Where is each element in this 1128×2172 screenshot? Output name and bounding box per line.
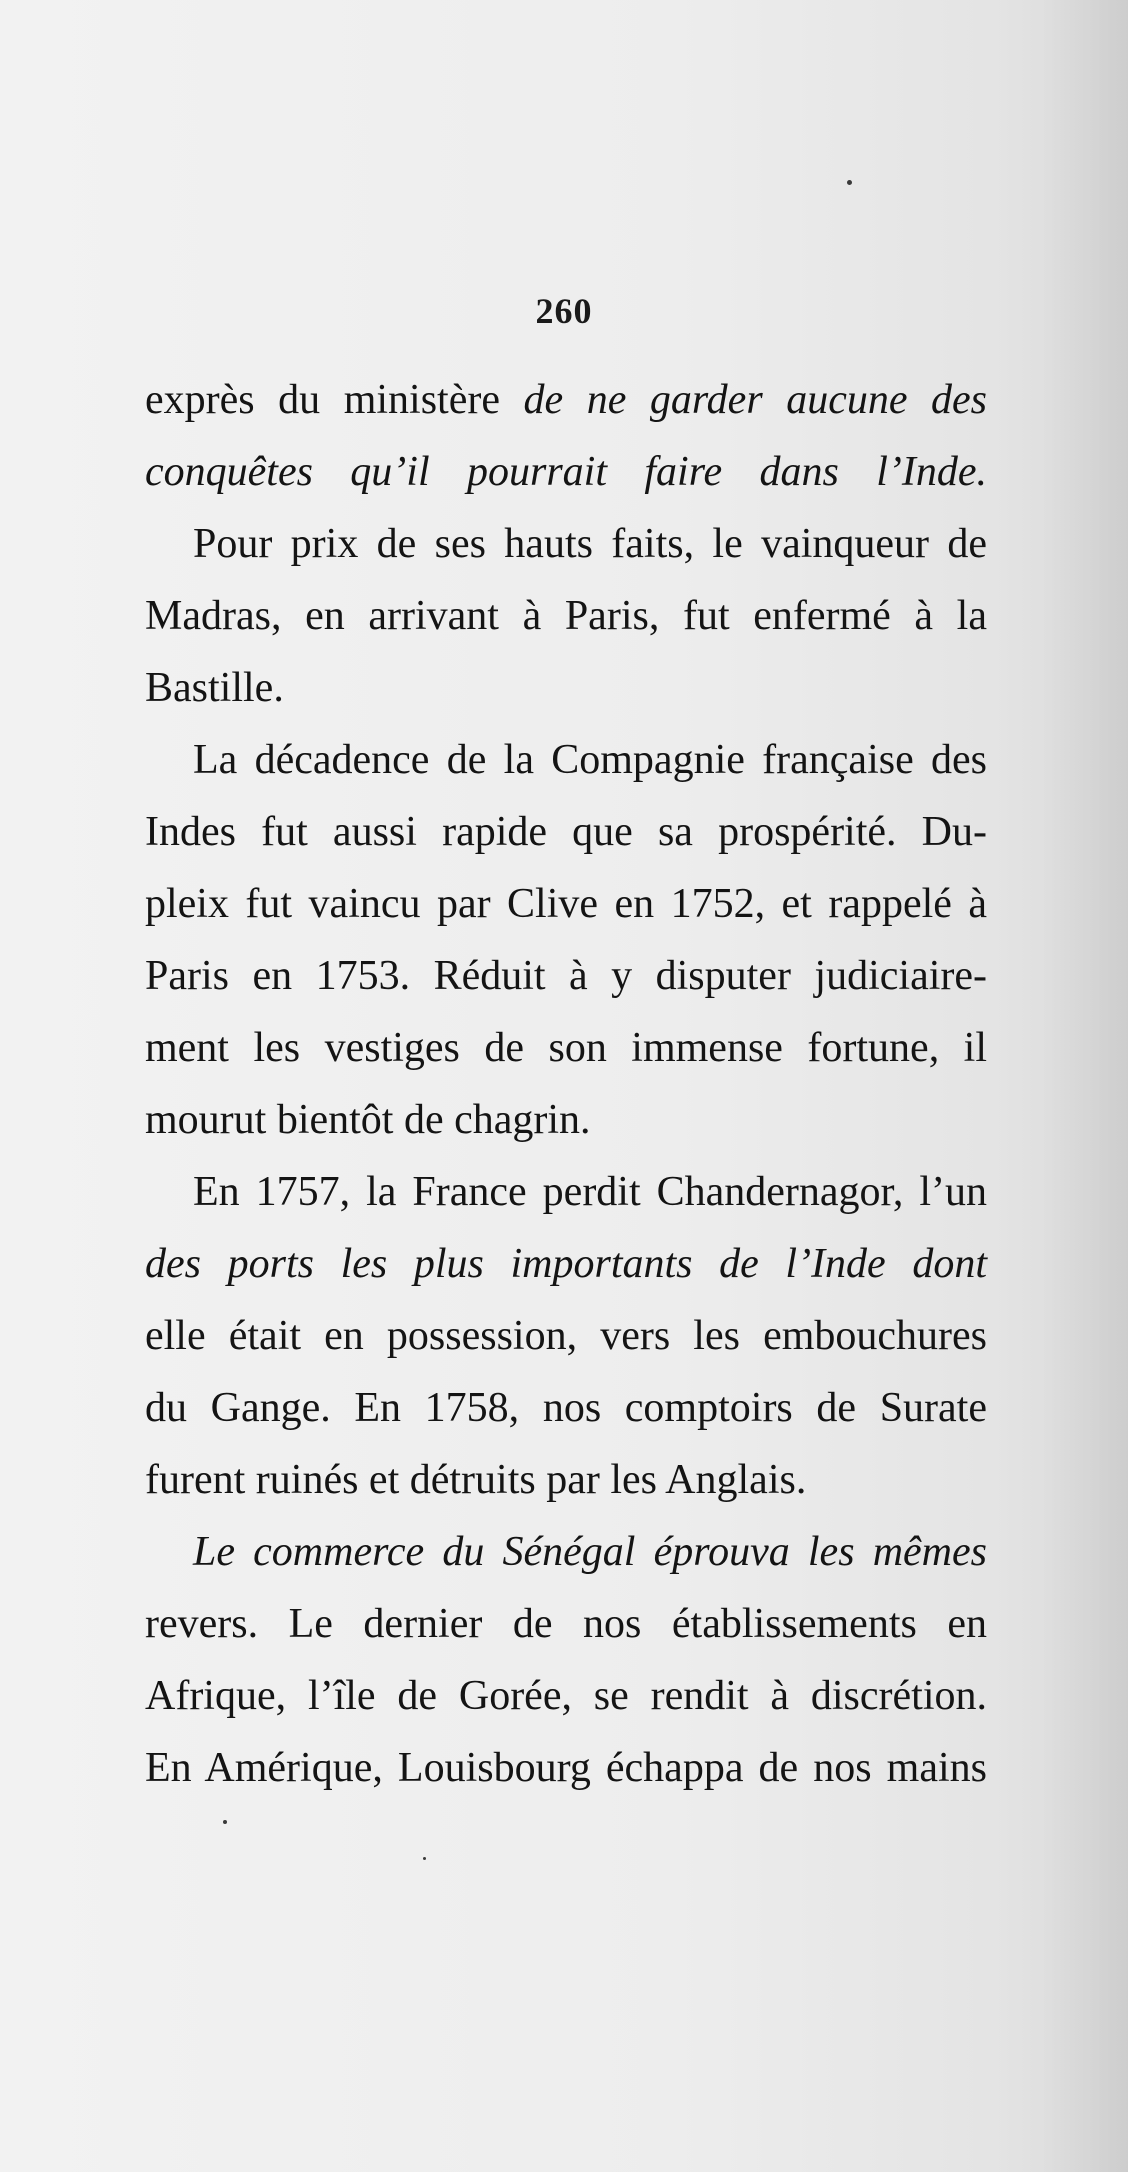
text-span: des ports les plus importants de l’Inde dont: [145, 1241, 987, 1287]
text-line: [145, 580, 987, 652]
text-line: [145, 1228, 987, 1300]
ink-speck: [423, 1857, 426, 1860]
text-span: En Amérique, Louisbourg échappa de nos mains: [145, 1745, 987, 1791]
text-line: [193, 1156, 987, 1228]
text-line: [145, 1084, 987, 1156]
text-span: de ne garder aucune des: [523, 377, 988, 423]
text-line: [145, 940, 987, 1012]
text-span: furent ruinés et détruits par les Anglais.: [145, 1457, 807, 1503]
text-span: Le commerce du Sénégal éprouva les mêmes: [193, 1529, 987, 1575]
text-span: Pour prix de ses hauts faits, le vainqueur de: [193, 521, 987, 567]
ink-speck: [223, 1820, 227, 1824]
text-span: Afrique, l’île de Gorée, se rendit à discrétion.: [145, 1673, 987, 1719]
text-line: [145, 652, 987, 724]
text-line: [193, 508, 987, 580]
text-span: elle était en possession, vers les embouchures: [145, 1313, 987, 1359]
text-line: [193, 1516, 987, 1588]
text-span: du Gange. En 1758, nos comptoirs de Surate: [145, 1385, 987, 1431]
ink-speck: [847, 180, 852, 185]
text-span: pleix fut vaincu par Clive en 1752, et rappelé à: [145, 881, 987, 927]
text-span: mourut bientôt de chagrin.: [145, 1097, 591, 1143]
text-line: [145, 1588, 987, 1660]
text-line: [145, 1012, 987, 1084]
page-number: 260: [535, 291, 593, 331]
text-span: Indes fut aussi rapide que sa prospérité. Du-: [145, 809, 987, 855]
text-span: Bastille.: [145, 665, 284, 711]
text-span: conquêtes qu’il pourrait faire dans l’Inde.: [145, 449, 987, 495]
text-line: [145, 1444, 987, 1516]
text-span: Madras, en arrivant à Paris, fut enfermé à la: [145, 593, 987, 639]
text-line: [145, 364, 987, 436]
text-span: revers. Le dernier de nos établissements en: [145, 1601, 987, 1647]
text-line: [145, 796, 987, 868]
text-span: En 1757, la France perdit Chandernagor, l’un: [193, 1169, 987, 1215]
text-line: [145, 436, 987, 508]
text-span: ment les vestiges de son immense fortune, il: [145, 1025, 987, 1071]
text-line: [145, 1660, 987, 1732]
text-line: [145, 1372, 987, 1444]
text-span: La décadence de la Compagnie française des: [193, 737, 987, 783]
text-line: [145, 1732, 987, 1804]
text-line: [193, 724, 987, 796]
text-span: exprès du ministère: [145, 377, 524, 423]
text-line: [145, 1300, 987, 1372]
text-line: [145, 868, 987, 940]
text-span: Paris en 1753. Réduit à y disputer judiciaire-: [145, 953, 987, 999]
